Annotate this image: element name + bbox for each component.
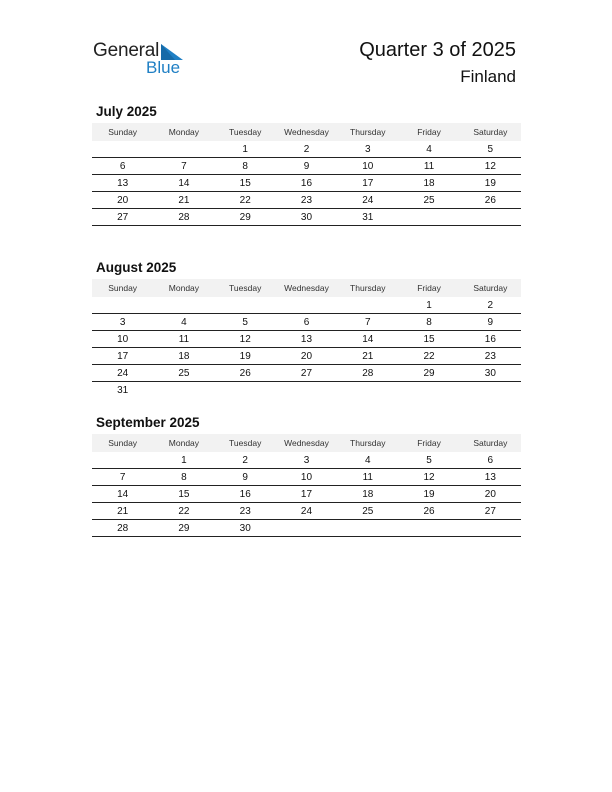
weekday-header: Thursday: [350, 127, 386, 137]
day-cell: 10: [300, 471, 313, 483]
day-cell: 11: [362, 471, 373, 483]
day-cell: 29: [423, 367, 435, 379]
day-cell: 15: [423, 333, 435, 345]
week-row: [92, 365, 521, 382]
weekday-header: Saturday: [473, 283, 508, 293]
day-cell: 9: [487, 316, 494, 328]
page-title: Quarter 3 of 2025: [359, 39, 516, 61]
day-cell: 12: [423, 471, 435, 483]
day-cell: 2: [303, 143, 310, 155]
weekday-header-row: [92, 434, 521, 452]
day-cell: 19: [423, 488, 435, 500]
day-cell: 18: [362, 488, 374, 500]
weekday-header: Wednesday: [284, 283, 329, 293]
day-cell: 13: [117, 177, 129, 189]
day-cell: 20: [300, 350, 313, 362]
day-cell: 8: [181, 471, 187, 483]
day-cell: 10: [117, 333, 129, 345]
weekday-header: Sunday: [108, 127, 138, 137]
month-title: August 2025: [96, 260, 177, 275]
day-cell: 22: [423, 350, 435, 362]
day-cell: 23: [300, 194, 313, 206]
day-cell: 25: [423, 194, 435, 206]
day-cell: 5: [487, 143, 494, 155]
weekday-header: Saturday: [473, 438, 508, 448]
day-cell: 14: [117, 488, 129, 500]
day-cell: 22: [178, 505, 190, 517]
day-cell: 20: [117, 194, 129, 206]
country-name: Finland: [460, 67, 516, 86]
week-row: [92, 209, 521, 226]
day-cell: 27: [300, 367, 313, 379]
day-cell: 1: [242, 143, 248, 155]
day-cell: 14: [362, 333, 374, 345]
weekday-header: Friday: [417, 127, 441, 137]
day-cell: 12: [239, 333, 251, 345]
week-row: [92, 175, 521, 192]
day-cell: 17: [362, 177, 374, 189]
day-cell: 23: [484, 350, 496, 362]
day-cell: 16: [484, 333, 496, 345]
weekday-header: Thursday: [350, 283, 386, 293]
day-cell: 31: [117, 385, 129, 396]
day-cell: 3: [303, 454, 310, 466]
month-title: September 2025: [96, 415, 200, 430]
month-august: [92, 260, 521, 399]
day-cell: 21: [117, 505, 129, 517]
weekday-header: Wednesday: [284, 438, 329, 448]
day-cell: 28: [178, 211, 190, 223]
day-cell: 19: [239, 350, 251, 362]
day-cell: 30: [239, 522, 251, 534]
day-cell: 6: [119, 160, 126, 172]
day-cell: 9: [242, 471, 248, 483]
week-row: [92, 314, 521, 331]
weekday-header: Saturday: [473, 127, 508, 137]
day-cell: 4: [181, 316, 187, 328]
day-cell: 27: [117, 211, 129, 223]
day-cell: 2: [242, 454, 248, 466]
week-row: [92, 297, 521, 314]
day-cell: 12: [484, 160, 496, 172]
weekday-header: Monday: [168, 127, 200, 137]
day-cell: 8: [426, 316, 432, 328]
logo-text-general: General: [93, 40, 160, 61]
weekday-header: Wednesday: [284, 127, 329, 137]
day-cell: 4: [364, 454, 371, 466]
day-cell: 17: [117, 350, 129, 362]
day-cell: 5: [426, 454, 432, 466]
week-row: [92, 452, 521, 469]
week-row: [92, 192, 521, 209]
weekday-header: Tuesday: [229, 127, 262, 137]
weekday-header-row: [92, 123, 521, 141]
week-row: [92, 331, 521, 348]
day-cell: 23: [239, 505, 251, 517]
day-cell: 18: [178, 350, 190, 362]
day-cell: 31: [362, 211, 374, 223]
week-row: [92, 486, 521, 503]
week-row: [92, 469, 521, 486]
day-cell: 15: [239, 177, 251, 189]
month-title: July 2025: [96, 104, 157, 119]
day-cell: 26: [239, 367, 251, 379]
week-row: [92, 141, 521, 158]
day-cell: 21: [178, 194, 190, 206]
day-cell: 7: [119, 471, 126, 483]
day-cell: 11: [178, 333, 190, 345]
day-cell: 13: [484, 471, 496, 483]
day-cell: 15: [178, 488, 190, 500]
day-cell: 7: [181, 160, 187, 172]
day-cell: 1: [426, 299, 432, 311]
day-cell: 21: [362, 350, 374, 362]
weekday-header: Friday: [417, 283, 441, 293]
week-row: [92, 503, 521, 520]
day-cell: 16: [300, 177, 313, 189]
weekday-header: Tuesday: [229, 283, 262, 293]
day-cell: 30: [300, 211, 313, 223]
day-cell: 26: [423, 505, 435, 517]
day-cell: 25: [178, 367, 190, 379]
day-cell: 8: [242, 160, 248, 172]
day-cell: 17: [300, 488, 313, 500]
weekday-header: Thursday: [350, 438, 386, 448]
day-cell: 9: [303, 160, 310, 172]
day-cell: 13: [300, 333, 313, 345]
day-cell: 29: [178, 522, 190, 534]
day-cell: 11: [423, 160, 435, 172]
day-cell: 6: [487, 454, 494, 466]
day-cell: 29: [239, 211, 251, 223]
generalblue-logo: [93, 40, 193, 80]
day-cell: 28: [362, 367, 374, 379]
weekday-header-row: [92, 279, 521, 297]
week-row: [92, 158, 521, 175]
day-cell: 16: [239, 488, 251, 500]
weekday-header: Monday: [168, 283, 200, 293]
day-cell: 28: [117, 522, 129, 534]
logo-text-blue: Blue: [146, 58, 181, 77]
day-cell: 24: [362, 194, 374, 206]
month-july: [92, 104, 521, 226]
weekday-header: Tuesday: [229, 438, 262, 448]
day-cell: 2: [487, 299, 494, 311]
day-cell: 30: [484, 367, 496, 379]
day-cell: 3: [119, 316, 126, 328]
day-cell: 14: [178, 177, 190, 189]
day-cell: 1: [181, 454, 187, 466]
day-cell: 26: [484, 194, 496, 206]
day-cell: 18: [423, 177, 435, 189]
day-cell: 6: [303, 316, 310, 328]
day-cell: 4: [426, 143, 432, 155]
day-cell: 24: [117, 367, 129, 379]
week-row: [92, 520, 521, 537]
day-cell: 20: [484, 488, 496, 500]
weekday-header: Friday: [417, 438, 441, 448]
weekday-header: Sunday: [108, 438, 138, 448]
day-cell: 22: [239, 194, 251, 206]
day-cell: 5: [242, 316, 248, 328]
week-row: [92, 348, 521, 365]
day-cell: 25: [362, 505, 374, 517]
day-cell: 19: [484, 177, 496, 189]
month-september: [92, 415, 521, 537]
week-row: [92, 382, 521, 399]
day-cell: 3: [364, 143, 371, 155]
day-cell: 27: [484, 505, 496, 517]
day-cell: 7: [364, 316, 371, 328]
weekday-header: Monday: [168, 438, 200, 448]
day-cell: 24: [300, 505, 313, 517]
weekday-header: Sunday: [108, 283, 138, 293]
day-cell: 10: [362, 160, 374, 172]
